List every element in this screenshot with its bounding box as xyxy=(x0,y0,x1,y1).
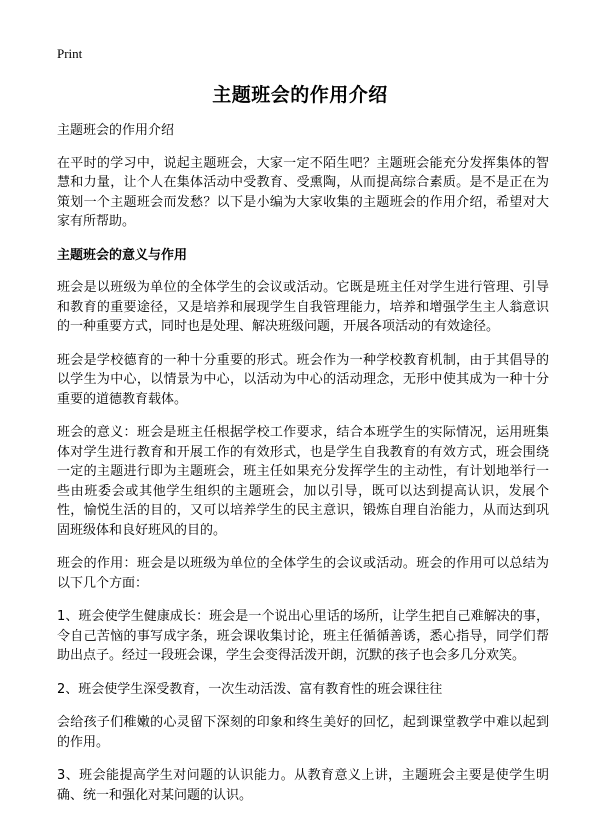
body-paragraph: 班会是学校德育的一种十分重要的形式。班会作为一种学校教育机制，由于其倡导的以学生为中心，以情景为中心，以活动为中心的活动理念，无形中使其成为一种十分重要的道德教育载体。 xyxy=(57,352,549,407)
body-paragraph: 2、班会使学生深受教育，一次生动活泼、富有教育性的班会课往往 xyxy=(57,681,443,697)
section-heading: 主题班会的意义与作用 xyxy=(57,247,188,263)
page-title: 主题班会的作用介绍 xyxy=(212,84,388,106)
body-paragraph: 班会的意义：班会是班主任根据学校工作要求，结合本班学生的实际情况，运用班集体对学生进行教育和开展工作的有效形式，也是学生自我教育的有效方式，班会围绕一定的主题进行即为主题班会，班主任如果充分发挥学生的主动性，有计划地举行一些由班委会或其他学生组织的主题班会，加以引导，既可以达到提高认识，发展个性，愉悦生活的目的，又可以培养学生的民主意识，锻炼自理自治能力，从而达到巩固班级体和良好班风的目的。 xyxy=(57,425,549,538)
article-body xyxy=(57,121,549,819)
intro-paragraph: 在平时的学习中，说起主题班会，大家一定不陌生吧？主题班会能充分发挥集体的智慧和力量，让个人在集体活动中受教育、受熏陶，从而提高综合素质。是不是正在为策划一个主题班会而发愁？以下是小编为大家收集的主题班会的作用介绍，希望对大家有所帮助。 xyxy=(57,155,549,229)
body-paragraph: 班会是以班级为单位的全体学生的会议或活动。它既是班主任对学生进行管理、引导和教育的重要途径，又是培养和展现学生自我管理能力，培养和增强学生主人翁意识的一种重要方式，同时也是处理、解决班级问题，开展各项活动的有效途径。 xyxy=(57,280,549,334)
body-paragraph: 班会的作用：班会是以班级为单位的全体学生的会议或活动。班会的作用可以总结为以下几个方面： xyxy=(57,556,549,591)
body-paragraph: 1、班会使学生健康成长：班会是一个说出心里话的场所，让学生把自己难解决的事，令自己苦恼的事写成字条，班会课收集讨论，班主任循循善诱，悉心指导，同学们帮助出点子。经过一段班会课，学生会变得活泼开朗，沉默的孩子也会多几分欢笑。 xyxy=(57,609,549,663)
article-subtitle: 主题班会的作用介绍 xyxy=(57,123,175,138)
body-paragraph: 3、班会能提高学生对问题的认识能力。从教育意义上讲，主题班会主要是使学生明确、统一和强化对某问题的认识。 xyxy=(57,768,549,803)
body-paragraph: 会给孩子们稚嫩的心灵留下深刻的印象和终生美好的回忆，起到课堂教学中难以起到的作用。 xyxy=(57,715,549,750)
print-link[interactable]: Print xyxy=(57,46,83,61)
